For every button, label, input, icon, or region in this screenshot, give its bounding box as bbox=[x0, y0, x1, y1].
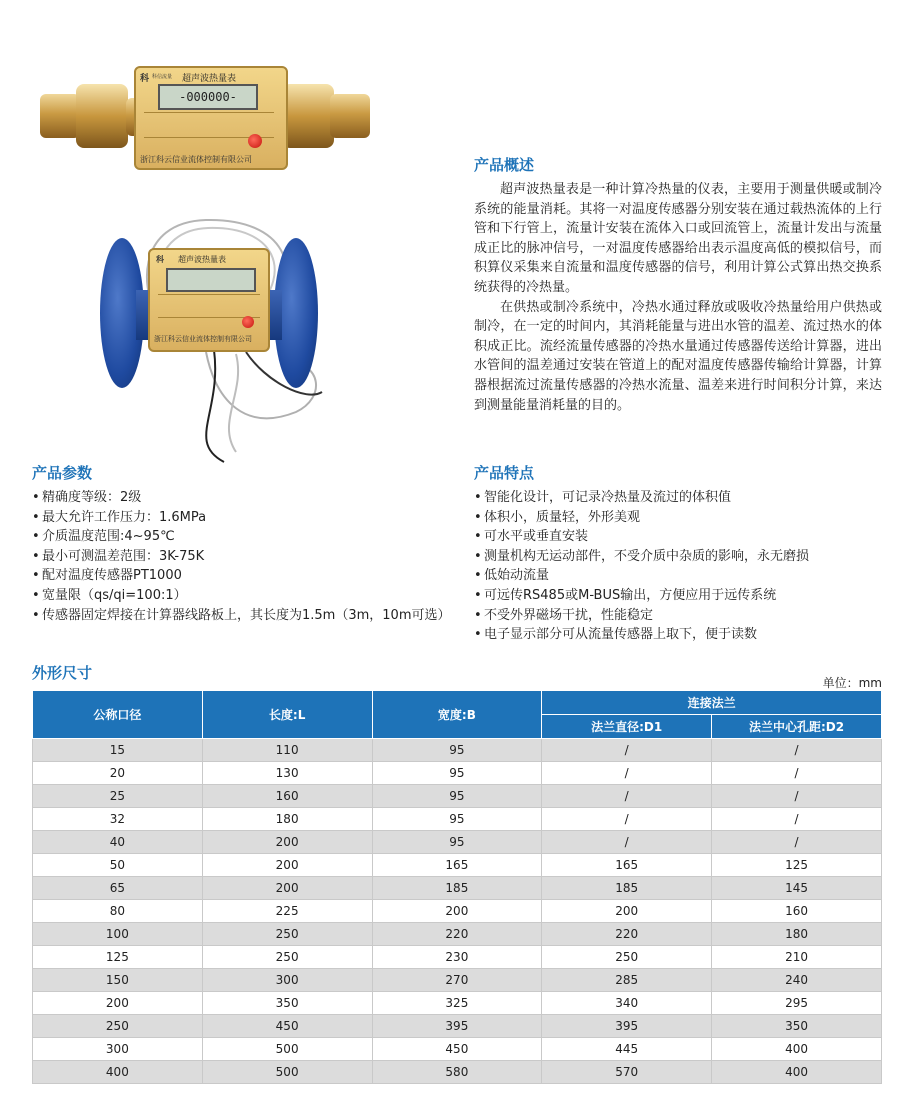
cell-dn: 32 bbox=[33, 808, 203, 831]
cell-length: 300 bbox=[202, 969, 372, 992]
cell-d2: / bbox=[712, 785, 882, 808]
cell-d1: 200 bbox=[542, 900, 712, 923]
flanged-meter-head bbox=[148, 248, 270, 352]
table-row bbox=[33, 1061, 882, 1084]
features-list bbox=[474, 488, 884, 645]
cell-width: 95 bbox=[372, 762, 542, 785]
cell-d1: 185 bbox=[542, 877, 712, 900]
list-item: • 最大允许工作压力：1.6MPa bbox=[32, 508, 452, 528]
cell-d1: / bbox=[542, 808, 712, 831]
list-item: • 配对温度传感器PT1000 bbox=[32, 566, 452, 586]
cell-length: 250 bbox=[202, 923, 372, 946]
cell-d2: / bbox=[712, 762, 882, 785]
cell-d2: 400 bbox=[712, 1038, 882, 1061]
list-item: • 精确度等级：2级 bbox=[32, 488, 452, 508]
right-thread bbox=[330, 94, 370, 138]
cell-length: 200 bbox=[202, 877, 372, 900]
cell-width: 325 bbox=[372, 992, 542, 1015]
red-button-2 bbox=[242, 316, 254, 328]
cell-dn: 400 bbox=[33, 1061, 203, 1084]
cell-d1: 340 bbox=[542, 992, 712, 1015]
cell-d2: 210 bbox=[712, 946, 882, 969]
cell-d1: 285 bbox=[542, 969, 712, 992]
list-item: • 介质温度范围:4~95℃ bbox=[32, 527, 452, 547]
flanged-meter-image bbox=[96, 212, 336, 472]
meter-head bbox=[134, 66, 288, 170]
cell-d2: 240 bbox=[712, 969, 882, 992]
params-title: 产品参数 bbox=[32, 464, 93, 482]
table-row bbox=[33, 785, 882, 808]
cell-width: 165 bbox=[372, 854, 542, 877]
cell-d2: / bbox=[712, 739, 882, 762]
cell-d2: 160 bbox=[712, 900, 882, 923]
dimensions-title: 外形尺寸 bbox=[32, 664, 93, 682]
table-row bbox=[33, 946, 882, 969]
cell-d2: 125 bbox=[712, 854, 882, 877]
header-d2: 法兰中心孔距:D2 bbox=[712, 715, 882, 739]
table-row bbox=[33, 877, 882, 900]
header-dn: 公称口径 bbox=[33, 691, 203, 739]
cell-length: 500 bbox=[202, 1038, 372, 1061]
table-row bbox=[33, 992, 882, 1015]
cell-d2: / bbox=[712, 831, 882, 854]
cell-width: 200 bbox=[372, 900, 542, 923]
cell-dn: 65 bbox=[33, 877, 203, 900]
cell-dn: 200 bbox=[33, 992, 203, 1015]
brand-logo: 科 bbox=[140, 74, 150, 84]
table-row bbox=[33, 923, 882, 946]
cell-dn: 250 bbox=[33, 1015, 203, 1038]
cell-length: 160 bbox=[202, 785, 372, 808]
params-list bbox=[32, 488, 452, 625]
cell-width: 95 bbox=[372, 739, 542, 762]
lcd-display-2 bbox=[166, 268, 256, 292]
brand-logo-2: 科 bbox=[156, 255, 164, 264]
cell-width: 395 bbox=[372, 1015, 542, 1038]
table-row bbox=[33, 854, 882, 877]
cell-dn: 20 bbox=[33, 762, 203, 785]
cell-d2: / bbox=[712, 808, 882, 831]
left-nut bbox=[76, 84, 128, 148]
overview-text bbox=[474, 180, 882, 415]
cell-d1: / bbox=[542, 762, 712, 785]
cell-width: 95 bbox=[372, 831, 542, 854]
table-row bbox=[33, 739, 882, 762]
cell-dn: 50 bbox=[33, 854, 203, 877]
cell-width: 220 bbox=[372, 923, 542, 946]
table-row bbox=[33, 969, 882, 992]
lcd-display bbox=[158, 84, 258, 110]
cell-length: 200 bbox=[202, 831, 372, 854]
cell-d2: 350 bbox=[712, 1015, 882, 1038]
cell-dn: 300 bbox=[33, 1038, 203, 1061]
table-row bbox=[33, 1038, 882, 1061]
table-row bbox=[33, 900, 882, 923]
maker-label-2: 浙江科云信业流体控制有限公司 bbox=[154, 335, 252, 343]
cell-d2: 295 bbox=[712, 992, 882, 1015]
right-nut bbox=[282, 84, 334, 148]
features-title: 产品特点 bbox=[474, 464, 535, 482]
cell-width: 185 bbox=[372, 877, 542, 900]
cell-d1: / bbox=[542, 831, 712, 854]
list-item: • 电子显示部分可从流量传感器上取下，便于读数 bbox=[474, 625, 884, 645]
header-d1: 法兰直径:D1 bbox=[542, 715, 712, 739]
cell-length: 200 bbox=[202, 854, 372, 877]
cell-length: 450 bbox=[202, 1015, 372, 1038]
unit-label: 单位：mm bbox=[822, 676, 882, 690]
overview-paragraph-2: 在供热或制冷系统中，冷热水通过释放或吸收冷热量给用户供热或制冷，在一定的时间内，其消耗能量与进出水管的温差、流过热水的体积成正比。流经流量传感器的冷热水量通过传感器传送给计算器，进出水管间的温差通过安装在管道上的配对温度传感器传输给计算器，计算器根据流过流量传感器的冷热水流量、温差来进行时间积分计算，来达到测量能量消耗量的目的。 bbox=[474, 299, 882, 413]
cell-length: 250 bbox=[202, 946, 372, 969]
cell-d1: / bbox=[542, 785, 712, 808]
meter-title: 超声波热量表 bbox=[182, 74, 237, 84]
overview-title: 产品概述 bbox=[474, 156, 535, 174]
cell-d1: 165 bbox=[542, 854, 712, 877]
cell-length: 500 bbox=[202, 1061, 372, 1084]
cell-length: 110 bbox=[202, 739, 372, 762]
spec-lines-2 bbox=[158, 294, 260, 318]
list-item: • 可远传RS485或M-BUS输出，方便应用于远传系统 bbox=[474, 586, 884, 606]
cell-width: 95 bbox=[372, 785, 542, 808]
header-flange: 连接法兰 bbox=[542, 691, 882, 715]
header-width: 宽度:B bbox=[372, 691, 542, 739]
table-row bbox=[33, 831, 882, 854]
cell-d2: 400 bbox=[712, 1061, 882, 1084]
dimensions-table bbox=[32, 690, 882, 1084]
brand-small: 科信流量 bbox=[152, 74, 173, 80]
cell-length: 180 bbox=[202, 808, 372, 831]
list-item: • 体积小，质量轻，外形美观 bbox=[474, 508, 884, 528]
lcd-value: -000000- bbox=[179, 90, 237, 104]
cell-width: 270 bbox=[372, 969, 542, 992]
cell-dn: 150 bbox=[33, 969, 203, 992]
list-item: • 传感器固定焊接在计算器线路板上，其长度为1.5m（3m，10m可选） bbox=[32, 606, 452, 626]
overview-paragraph-1: 超声波热量表是一种计算冷热量的仪表，主要用于测量供暖或制冷系统的能量消耗。其将一对温度传感器分别安装在通过载热流体的上行管和下行管上，流量计安装在流体入口或回流管上，流量计发出与流量成正比的脉冲信号，一对温度传感器给出表示温度高低的模拟信号，而积算仪采集来自流量和温度传感器的信号，利用计算公式算出热交换系统获得的冷热量。 bbox=[474, 182, 882, 295]
table-row bbox=[33, 762, 882, 785]
list-item: • 智能化设计，可记录冷热量及流过的体积值 bbox=[474, 488, 884, 508]
left-thread bbox=[40, 94, 80, 138]
cell-width: 450 bbox=[372, 1038, 542, 1061]
list-item: • 最小可测温差范围：3K-75K bbox=[32, 547, 452, 567]
maker-label: 浙江科云信业流体控制有限公司 bbox=[140, 155, 252, 164]
list-item: • 测量机构无运动部件，不受介质中杂质的影响，永无磨损 bbox=[474, 547, 884, 567]
cell-d1: 395 bbox=[542, 1015, 712, 1038]
table-row bbox=[33, 1015, 882, 1038]
cell-dn: 80 bbox=[33, 900, 203, 923]
list-item: • 不受外界磁场干扰，性能稳定 bbox=[474, 606, 884, 626]
cell-d1: 220 bbox=[542, 923, 712, 946]
cell-length: 225 bbox=[202, 900, 372, 923]
table-row bbox=[33, 808, 882, 831]
list-item: • 低始动流量 bbox=[474, 566, 884, 586]
list-item: • 可水平或垂直安装 bbox=[474, 527, 884, 547]
meter-title-2: 超声波热量表 bbox=[178, 255, 226, 264]
threaded-meter-image bbox=[40, 62, 370, 172]
cell-d1: 445 bbox=[542, 1038, 712, 1061]
cell-dn: 15 bbox=[33, 739, 203, 762]
cell-d1: / bbox=[542, 739, 712, 762]
cell-width: 580 bbox=[372, 1061, 542, 1084]
header-length: 长度:L bbox=[202, 691, 372, 739]
cell-dn: 40 bbox=[33, 831, 203, 854]
cell-dn: 100 bbox=[33, 923, 203, 946]
cell-length: 350 bbox=[202, 992, 372, 1015]
cell-length: 130 bbox=[202, 762, 372, 785]
cell-width: 230 bbox=[372, 946, 542, 969]
red-button bbox=[248, 134, 262, 148]
cell-dn: 125 bbox=[33, 946, 203, 969]
cell-d1: 250 bbox=[542, 946, 712, 969]
cell-d1: 570 bbox=[542, 1061, 712, 1084]
list-item: • 宽量限（qs/qi=100:1） bbox=[32, 586, 452, 606]
cell-d2: 180 bbox=[712, 923, 882, 946]
cell-width: 95 bbox=[372, 808, 542, 831]
cell-d2: 145 bbox=[712, 877, 882, 900]
cell-dn: 25 bbox=[33, 785, 203, 808]
dimensions-body bbox=[33, 739, 882, 1084]
